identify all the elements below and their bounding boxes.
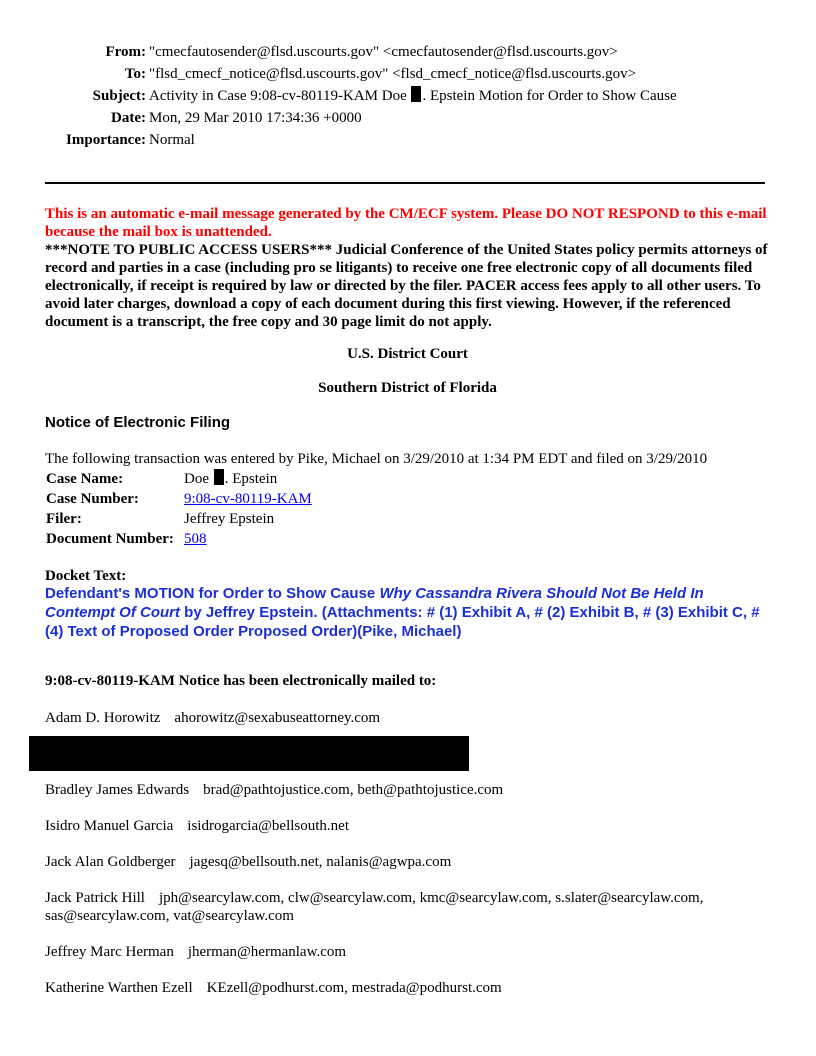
docket-text-italic: Why Cassandra Rivera Should Not Be Held In Contempt Of Court (45, 585, 704, 621)
recipient-name: Jeffrey Marc Herman (45, 944, 174, 960)
recipient-item (45, 889, 775, 925)
subject-pre: Activity in Case 9:08-cv-80119-KAM Doe (149, 88, 407, 104)
docket-text-label: Docket Text: (45, 568, 127, 584)
recipient-emails: isidrogarcia@bellsouth.net (187, 818, 349, 834)
date-row (40, 107, 780, 129)
case-name-value (184, 469, 277, 489)
recipient-emails: jagesq@bellsouth.net, nalanis@agwpa.com (189, 854, 452, 870)
date-label: Date: (111, 110, 146, 126)
docket-text-post: by Jeffrey Epstein. (Attachments: # (1) Exhibit A, # (2) Exhibit B, # (3) Exhibit C, # (4) Text of Proposed Order Proposed Order)(Pike, Michael) (45, 604, 760, 640)
document-number-link[interactable]: 508 (184, 531, 207, 547)
document-number-row (46, 529, 312, 549)
recipient-emails: jph@searcylaw.com, clw@searcylaw.com, kmc@searcylaw.com, s.slater@searcylaw.com, sas@searcylaw.com, vat@searcylaw.com (45, 890, 704, 924)
recipient-item (45, 781, 775, 799)
recipient-item (45, 943, 775, 961)
filer-value: Jeffrey Epstein (184, 511, 275, 527)
filer-row (46, 509, 312, 529)
auto-message-warning: This is an automatic e-mail message generated by the CM/ECF system. Please DO NOT RESPOND to this e-mail because the mail box is unattended. (45, 206, 767, 240)
recipient-item (45, 979, 775, 997)
case-number-row (46, 489, 312, 509)
document-number-label: Document Number: (46, 531, 174, 547)
to-value: "flsd_cmecf_notice@flsd.uscourts.gov" <flsd_cmecf_notice@flsd.uscourts.gov> (149, 66, 637, 82)
transaction-line: The following transaction was entered by Pike, Michael on 3/29/2010 at 1:34 PM EDT and filed on 3/29/2010 (45, 451, 708, 467)
recipient-emails: KEzell@podhurst.com, mestrada@podhurst.com (206, 980, 502, 996)
case-name-label: Case Name: (46, 471, 124, 487)
redaction-mark (411, 86, 421, 102)
case-name-post: . Epstein (224, 471, 278, 487)
to-label: To: (124, 66, 146, 82)
importance-label: Importance: (66, 132, 146, 148)
subject-value (149, 85, 677, 107)
case-name-pre: Doe (184, 471, 209, 487)
recipient-name: Jack Alan Goldberger (45, 854, 176, 870)
recipient-name: Adam D. Horowitz (45, 710, 161, 726)
redaction-block (29, 736, 469, 771)
redaction-mark (214, 469, 224, 485)
to-row (40, 63, 780, 85)
importance-value: Normal (149, 132, 195, 148)
date-value: Mon, 29 Mar 2010 17:34:36 +0000 (149, 110, 362, 126)
recipient-item (45, 709, 775, 727)
docket-text-pre: Defendant's MOTION for Order to Show Cause (45, 585, 380, 602)
court-name: U.S. District Court (347, 346, 468, 362)
recipient-name: Jack Patrick Hill (45, 890, 145, 906)
case-number-link[interactable]: 9:08-cv-80119-KAM (184, 491, 312, 507)
recipient-emails: jherman@hermanlaw.com (187, 944, 347, 960)
recipient-name: Katherine Warthen Ezell (45, 980, 193, 996)
importance-row (40, 129, 780, 151)
case-info-table (46, 469, 312, 549)
header-divider (45, 182, 765, 184)
recipient-name: Isidro Manuel Garcia (45, 818, 174, 834)
public-access-note: ***NOTE TO PUBLIC ACCESS USERS*** Judicial Conference of the United States policy permits attorneys of record and parties in a case (including pro se litigants) to receive one free electronic copy of all documents filed electronically, if receipt is required by law or directed by the filer. PACER access fees apply to all other users. To avoid later charges, download a copy of each document during this first viewing. However, if the referenced document is a transcript, the free copy and 30 page limit do not apply. (45, 242, 768, 330)
recipient-item (45, 853, 775, 871)
mailed-heading: 9:08-cv-80119-KAM Notice has been electronically mailed to: (45, 673, 437, 689)
case-name-row (46, 469, 312, 489)
recipient-emails: ahorowitz@sexabuseattorney.com (174, 710, 381, 726)
case-number-label: Case Number: (46, 491, 139, 507)
from-value: "cmecfautosender@flsd.uscourts.gov" <cmecfautosender@flsd.uscourts.gov> (149, 44, 618, 60)
subject-row (40, 85, 780, 107)
subject-label: Subject: (92, 88, 146, 104)
recipient-item (45, 817, 775, 835)
from-label: From: (105, 44, 146, 60)
filer-label: Filer: (46, 511, 82, 527)
nef-title: Notice of Electronic Filing (45, 414, 231, 431)
from-row (40, 41, 780, 63)
docket-text (45, 584, 775, 641)
subject-post: . Epstein Motion for Order to Show Cause (422, 88, 677, 104)
recipient-emails: brad@pathtojustice.com, beth@pathtojustice.com (203, 782, 504, 798)
system-notice (45, 205, 773, 331)
email-header (40, 41, 780, 151)
court-district: Southern District of Florida (318, 380, 497, 396)
recipient-name: Bradley James Edwards (45, 782, 190, 798)
